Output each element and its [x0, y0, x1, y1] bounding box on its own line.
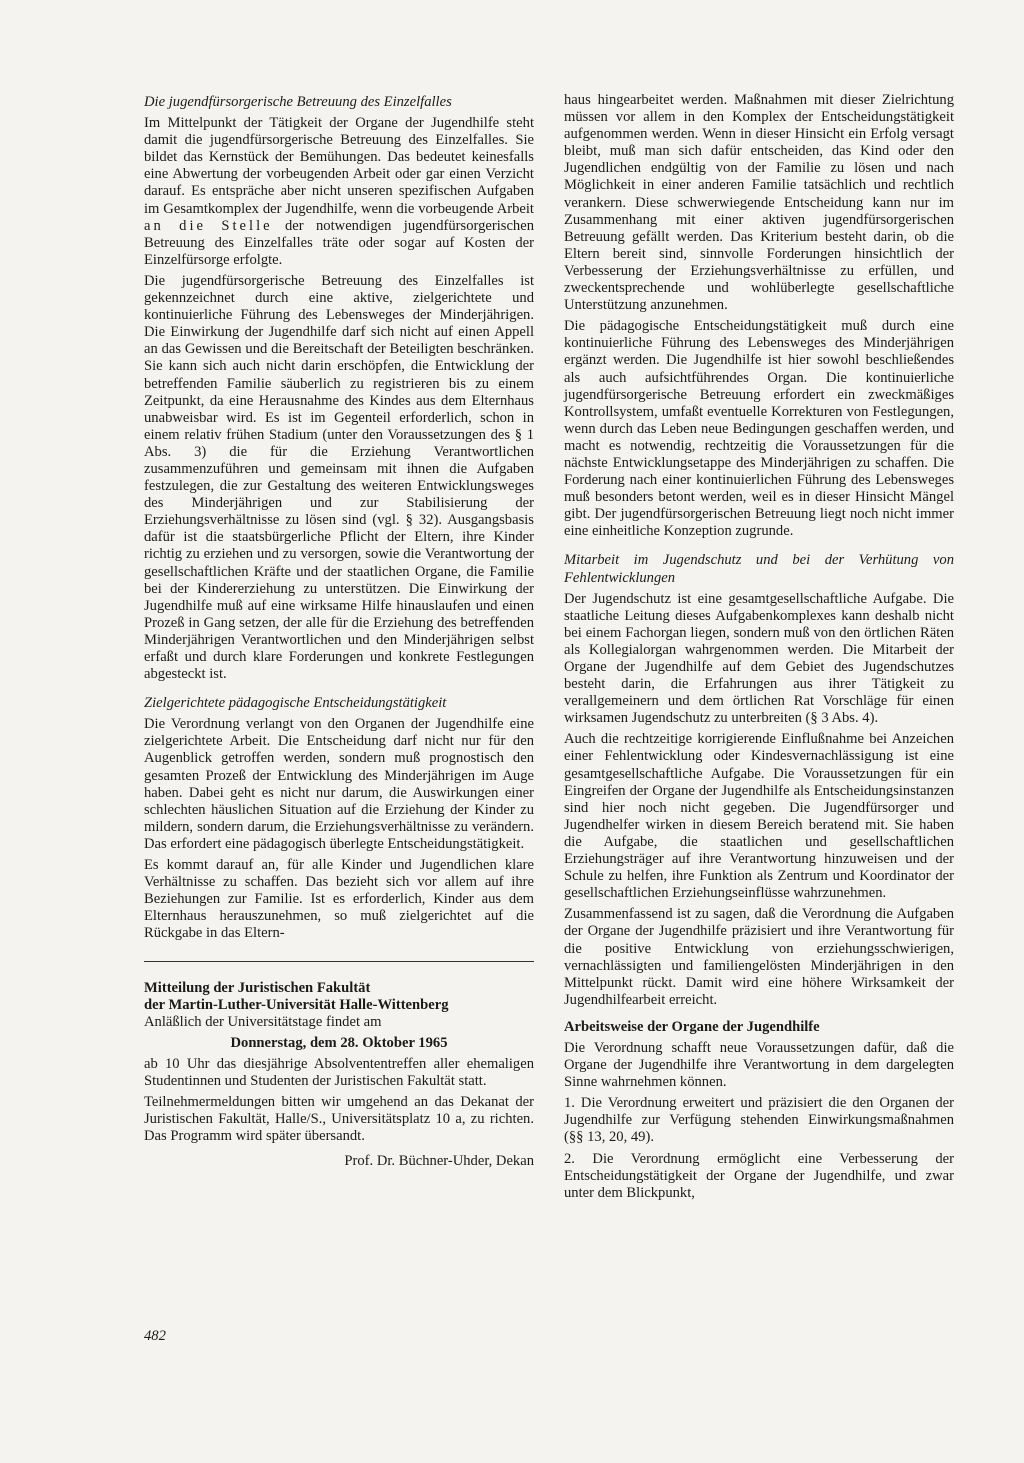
section-heading-entscheidungstaetigkeit: Zielgerichtete pädagogische Entscheidungstätigkeit — [144, 695, 447, 712]
list-item: 1. Die Verordnung erweitert und präzisiert die den Organen der Jugendhilfe zur Verfügung stehenden Einwirkungsmaßnahmen (§§ 13, 20, 49). — [564, 1095, 954, 1146]
notice-title-2: der Martin-Luther-Universität Halle-Wittenberg — [144, 996, 449, 1013]
notice-text: Anläßlich der Universitätstage findet am — [144, 1013, 382, 1030]
page-number: 482 — [144, 1328, 166, 1344]
notice-title: Mitteilung der Juristischen Fakultät — [144, 979, 371, 996]
right-column — [564, 92, 954, 1206]
notice-signature: Prof. Dr. Büchner-Uhder, Dekan — [344, 1153, 534, 1170]
paragraph: Im Mittelpunkt der Tätigkeit der Organe der Jugendhilfe steht damit die jugendfürsorgerische Betreuung des Einzelfalles. Sie bildet das Kernstück der Bemühungen. Das bedeutet keinesfalls eine Abwertung der vorbeugenden Arbeit oder gar einen Verzicht darauf. Es entspräche aber nicht unseren spezifischen Aufgaben im Gesamtkomplex der Jugendhilfe, wenn die vorbeugende Arbeit an die Stelle der notwendigen jugendfürsorgerischen Betreuung des Einzelfalles träte oder sogar auf Kosten der Einzelfürsorge erfolgte. — [144, 115, 535, 268]
section-heading-arbeitsweise: Arbeitsweise der Organe der Jugendhilfe — [564, 1018, 820, 1035]
paragraph: Der Jugendschutz ist eine gesamtgesellschaftliche Aufgabe. Die staatliche Leitung dieses Aufgabenkomplexes kann deshalb nicht bei einem Fachorgan liegen, sondern muß von den örtlichen Räten als Kollegialorgan wahrgenommen werden. Die Mitarbeit der Organe der Jugendhilfe auf dem Gebiet des Jugendschutzes besteht darin, die Erfahrungen aus ihrer Tätigkeit zu verallgemeinern und dem örtlichen Rat Vorschläge für einen wirksamen Jugendschutz zu unterbreiten (§ 3 Abs. 4). — [564, 590, 954, 727]
paragraph: Auch die rechtzeitige korrigierende Einflußnahme bei Anzeichen einer Fehlentwicklung oder Kindesvernachlässigung ist eine gesamtgesellschaftliche Aufgabe. Die Voraussetzungen für ein Eingreifen der Organe der Jugendhilfe als Entscheidungsinstanzen sind hier noch nicht gegeben. Die Jugendfürsorger und Jugendhelfer wirken in diesem Bereich beratend mit. Sie haben die Aufgabe, die staatlichen und gesellschaftlichen Erziehungsträger auf ihre Verantwortung hinzuweisen und der Schule zu helfen, ihre Funktion als Zentrum und Koordinator der gesellschaftlichen Erziehungseinflüsse wahrzunehmen. — [564, 731, 954, 902]
section-heading-jugendschutz: Mitarbeit im Jugendschutz und bei der Verhütung von Fehlentwicklungen — [564, 552, 954, 586]
paragraph: haus hingearbeitet werden. Maßnahmen mit dieser Zielrichtung müssen vor allem in den Komplex der Entscheidungstätigkeit aufgenommen werden. Wenn in dieser Hinsicht ein Erfolg versagt bleibt, muß man sich dafür entscheiden, das Kind oder den Jugendlichen endgültig von der Familie zu lösen und nach Möglichkeit in einer anderen Familie tatsächlich und rechtlich verankern. Diese schwerwiegende Entscheidung kann nur im Zusammenhang mit einer aktiven jugendfürsorgerischen Betreuung gefällt werden. Das Kriterium besteht darin, ob die Eltern bereit sind, sinnvolle Forderungen hinsichtlich der Verbesserung der Erziehungsverhältnisse zu erfüllen, und zweckentsprechende und wohlüberlegte gesellschaftliche Unterstützung anzunehmen. — [564, 92, 954, 314]
section-heading-einzelfall: Die jugendfürsorgerische Betreuung des Einzelfalles — [144, 94, 452, 110]
paragraph: Die Verordnung verlangt von den Organen der Jugendhilfe eine zielgerichtete Arbeit. Die Entscheidung darf nicht nur für den Augenblick getroffen werden, sondern muß prognostisch den gesamten Prozeß der Entwicklung des Minderjährigen im Auge haben. Dabei geht es nicht nur darum, die Auswirkungen einer schlechten häuslichen Situation auf die Erziehung der Kinder zu mildern, sondern darum, die Erziehungsverhältnisse zu verändern. Das erfordert eine pädagogisch überlegte Entscheidungstätigkeit. — [144, 716, 534, 852]
left-column — [144, 92, 534, 1174]
notice-date: Donnerstag, dem 28. Oktober 1965 — [230, 1034, 448, 1051]
paragraph: Die Verordnung schafft neue Voraussetzungen dafür, daß die Organe der Jugendhilfe ihre Verantwortung in dem dargelegten Sinne wahrnehmen können. — [564, 1039, 954, 1091]
paragraph: Es kommt darauf an, für alle Kinder und Jugendlichen klare Verhältnisse zu schaffen. Das bezieht sich vor allem auf ihre Beziehungen zur Familie. Ist es erforderlich, Kinder aus dem Elternhaus herauszunehmen, so muß zielgerichtet auf die Rückgabe in das Eltern- — [144, 857, 534, 942]
paragraph: Zusammenfassend ist zu sagen, daß die Verordnung die Aufgaben der Organe der Jugendhilfe präzisiert und ihre Verantwortung für die positive Entwicklung von erziehungsschwierigen, vernachlässigten und familiengelösten Minderjährigen in den Mittelpunkt rückt. Damit wird eine höhere Wirksamkeit der Jugendhilfearbeit erreicht. — [564, 906, 954, 1008]
paragraph: Die pädagogische Entscheidungstätigkeit muß durch eine kontinuierliche Führung des Lebensweges des Minderjährigen ergänzt werden. Die Jugendhilfe ist hier sowohl beschließendes als auch aufsichtführendes Organ. Die kontinuierliche jugendfürsorgerische Betreuung erfordert ein zweckmäßiges Kontrollsystem, umfaßt eventuelle Korrekturen von Festlegungen, wenn durch das Leben neue Bedingungen geschaffen werden, und macht es notwendig, rechtzeitig die Voraussetzungen für die nächste Entwicklungsetappe des Minderjährigen zu schaffen. Die Forderung nach einer kontinuierlichen Führung des Lebensweges muß besonders betont werden, weil es in dieser Hinsicht Mängel gibt. Der jugendfürsorgerischen Betreuung liegt noch nicht immer eine einheitliche Konzeption zugrunde. — [564, 318, 954, 540]
paragraph: Die jugendfürsorgerische Betreuung des Einzelfalles ist gekennzeichnet durch eine aktive, zielgerichtete und kontinuierliche Führung des Lebensweges der Minderjährigen. Die Einwirkung der Jugendhilfe darf sich nicht auf einen Appell an das Gewissen und die Bereitschaft der Beteiligten beschränken. Sie kann sich auch nicht darin erschöpfen, die Entwicklung der betreffenden Familie säuberlich zu registrieren bis zu einem Zeitpunkt, da eine Herausnahme des Kindes aus dem Elternhaus unabweisbar wird. Es ist im Gegenteil erforderlich, schon in einem relativ frühen Stadium (unter den Voraussetzungen des § 1 Abs. 3) die für die Erziehung Verantwortlichen zusammenzuführen und gemeinsam mit ihnen die Aufgaben festzulegen, die zur Gestaltung des weiteren Entwicklungsweges des Minderjährigen und zur Stabilisierung der Erziehungsverhältnisse zu lösen sind (vgl. § 32). Ausgangsbasis dafür ist die staatsbürgerliche Pflicht der Eltern, ihre Kinder richtig zu erziehen und zu versorgen, sowie die Verantwortung der gesellschaftlichen Kräfte und der staatlichen Organe, die Familie bei der Kindererziehung zu unterstützen. Die Einwirkung der Jugendhilfe muß auf eine wirksame Hilfe hinauslaufen und einen Prozeß in Gang setzen, der alle für die Erziehung des betreffenden Minderjährigen Verantwortlichen und den Minderjährigen selbst erfaßt und durch klare Forderungen und konkrete Festlegungen abgesteckt ist. — [144, 272, 534, 683]
list-item: 2. Die Verordnung ermöglicht eine Verbesserung der Entscheidungstätigkeit der Organe der Jugendhilfe, und zwar unter dem Blickpunkt, — [564, 1150, 954, 1201]
notice-text: Teilnehmermeldungen bitten wir umgehend an das Dekanat der Juristischen Fakultät, Halle/S., Universitätsplatz 10 a, zu richten. Das Programm wird später übersandt. — [144, 1094, 534, 1145]
notice-text: ab 10 Uhr das diesjährige Absolvententreffen aller ehemaligen Studentinnen und Studenten der Juristischen Fakultät statt. — [144, 1055, 534, 1089]
faculty-notice — [144, 980, 534, 1171]
spaced-emphasis: an die Stelle — [144, 217, 273, 234]
divider-rule — [144, 961, 534, 962]
